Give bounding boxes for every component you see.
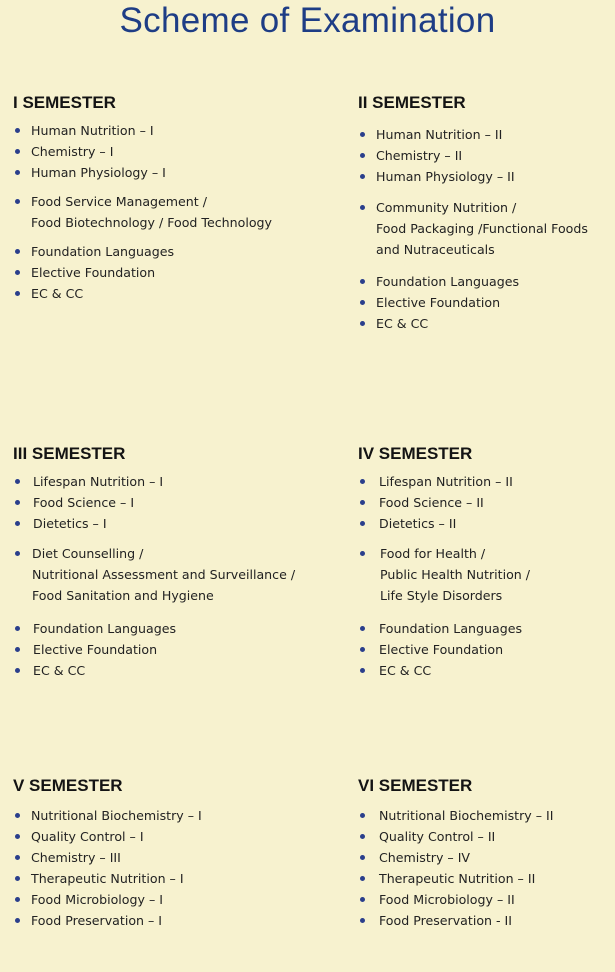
list-item: Food Service Management / Food Biotechnology / Food Technology <box>13 191 272 233</box>
course-list <box>13 471 295 681</box>
list-item: Elective Foundation <box>358 292 588 313</box>
bullet-icon <box>15 199 20 204</box>
semester-4 <box>358 444 530 681</box>
bullet-icon <box>360 321 365 326</box>
bullet-icon <box>360 855 365 860</box>
list-item: Food for Health / Public Health Nutrition / Life Style Disorders <box>358 543 530 606</box>
bullet-icon <box>15 897 20 902</box>
semester-1 <box>13 93 272 304</box>
bullet-icon <box>15 249 20 254</box>
bullet-icon <box>15 834 20 839</box>
bullet-icon <box>360 897 365 902</box>
bullet-icon <box>15 500 20 505</box>
course-list <box>358 124 588 334</box>
semester-heading: III SEMESTER <box>13 444 126 463</box>
bullet-icon <box>360 174 365 179</box>
course-list <box>13 120 272 304</box>
bullet-icon <box>360 132 365 137</box>
semester-6 <box>358 776 554 931</box>
list-item: Elective Foundation <box>13 639 295 660</box>
semester-heading: IV SEMESTER <box>358 444 473 463</box>
list-item: Therapeutic Nutrition – I <box>13 868 202 889</box>
bullet-icon <box>15 479 20 484</box>
list-item: Dietetics – II <box>358 513 530 534</box>
list-item: Therapeutic Nutrition – II <box>358 868 554 889</box>
bullet-icon <box>15 626 20 631</box>
bullet-icon <box>15 918 20 923</box>
bullet-icon <box>360 551 365 556</box>
bullet-icon <box>15 521 20 526</box>
list-item: Quality Control – II <box>358 826 554 847</box>
list-item: Foundation Languages <box>358 271 588 292</box>
course-list <box>13 805 202 931</box>
list-item: Chemistry – III <box>13 847 202 868</box>
bullet-icon <box>360 813 365 818</box>
bullet-icon <box>360 668 365 673</box>
bullet-icon <box>15 813 20 818</box>
page-title: Scheme of Examination <box>119 1 496 40</box>
bullet-icon <box>360 918 365 923</box>
list-item: Foundation Languages <box>13 618 295 639</box>
semester-5 <box>13 776 202 931</box>
list-item: Foundation Languages <box>13 241 272 262</box>
list-item: EC & CC <box>358 313 588 334</box>
bullet-icon <box>360 834 365 839</box>
bullet-icon <box>360 647 365 652</box>
list-item: Food Microbiology – II <box>358 889 554 910</box>
list-item: Lifespan Nutrition – II <box>358 471 530 492</box>
bullet-icon <box>360 479 365 484</box>
semester-heading: I SEMESTER <box>13 93 116 112</box>
list-item: Elective Foundation <box>358 639 530 660</box>
list-item: Nutritional Biochemistry – II <box>358 805 554 826</box>
semester-heading: VI SEMESTER <box>358 776 473 795</box>
list-item: Food Science – I <box>13 492 295 513</box>
list-item: Community Nutrition / Food Packaging /Functional Foods and Nutraceuticals <box>358 197 588 260</box>
list-item: Human Physiology – II <box>358 166 588 187</box>
list-item: EC & CC <box>13 283 272 304</box>
bullet-icon <box>360 300 365 305</box>
bullet-icon <box>15 149 20 154</box>
list-item: Lifespan Nutrition – I <box>13 471 295 492</box>
list-item: Chemistry – II <box>358 145 588 166</box>
list-item: Foundation Languages <box>358 618 530 639</box>
bullet-icon <box>360 521 365 526</box>
list-item: Dietetics – I <box>13 513 295 534</box>
list-item: Chemistry – I <box>13 141 272 162</box>
list-item: EC & CC <box>13 660 295 681</box>
bullet-icon <box>15 128 20 133</box>
bullet-icon <box>15 551 20 556</box>
list-item: Human Nutrition – II <box>358 124 588 145</box>
course-list <box>358 471 530 681</box>
bullet-icon <box>15 270 20 275</box>
bullet-icon <box>360 626 365 631</box>
list-item: Diet Counselling / Nutritional Assessment and Surveillance / Food Sanitation and Hygiene <box>13 543 295 606</box>
list-item: Nutritional Biochemistry – I <box>13 805 202 826</box>
list-item: Quality Control – I <box>13 826 202 847</box>
semester-heading: V SEMESTER <box>13 776 123 795</box>
bullet-icon <box>360 205 365 210</box>
bullet-icon <box>15 170 20 175</box>
bullet-icon <box>360 876 365 881</box>
list-item: Human Nutrition – I <box>13 120 272 141</box>
semester-3 <box>13 444 295 681</box>
list-item: Food Preservation – I <box>13 910 202 931</box>
list-item: EC & CC <box>358 660 530 681</box>
semester-heading: II SEMESTER <box>358 93 466 112</box>
list-item: Human Physiology – I <box>13 162 272 183</box>
course-list <box>358 805 554 931</box>
bullet-icon <box>15 647 20 652</box>
list-item: Elective Foundation <box>13 262 272 283</box>
semester-2 <box>358 93 588 334</box>
list-item: Chemistry – IV <box>358 847 554 868</box>
bullet-icon <box>360 279 365 284</box>
bullet-icon <box>360 500 365 505</box>
list-item: Food Preservation - II <box>358 910 554 931</box>
bullet-icon <box>15 291 20 296</box>
list-item: Food Science – II <box>358 492 530 513</box>
bullet-icon <box>15 876 20 881</box>
bullet-icon <box>360 153 365 158</box>
list-item: Food Microbiology – I <box>13 889 202 910</box>
bullet-icon <box>15 668 20 673</box>
bullet-icon <box>15 855 20 860</box>
